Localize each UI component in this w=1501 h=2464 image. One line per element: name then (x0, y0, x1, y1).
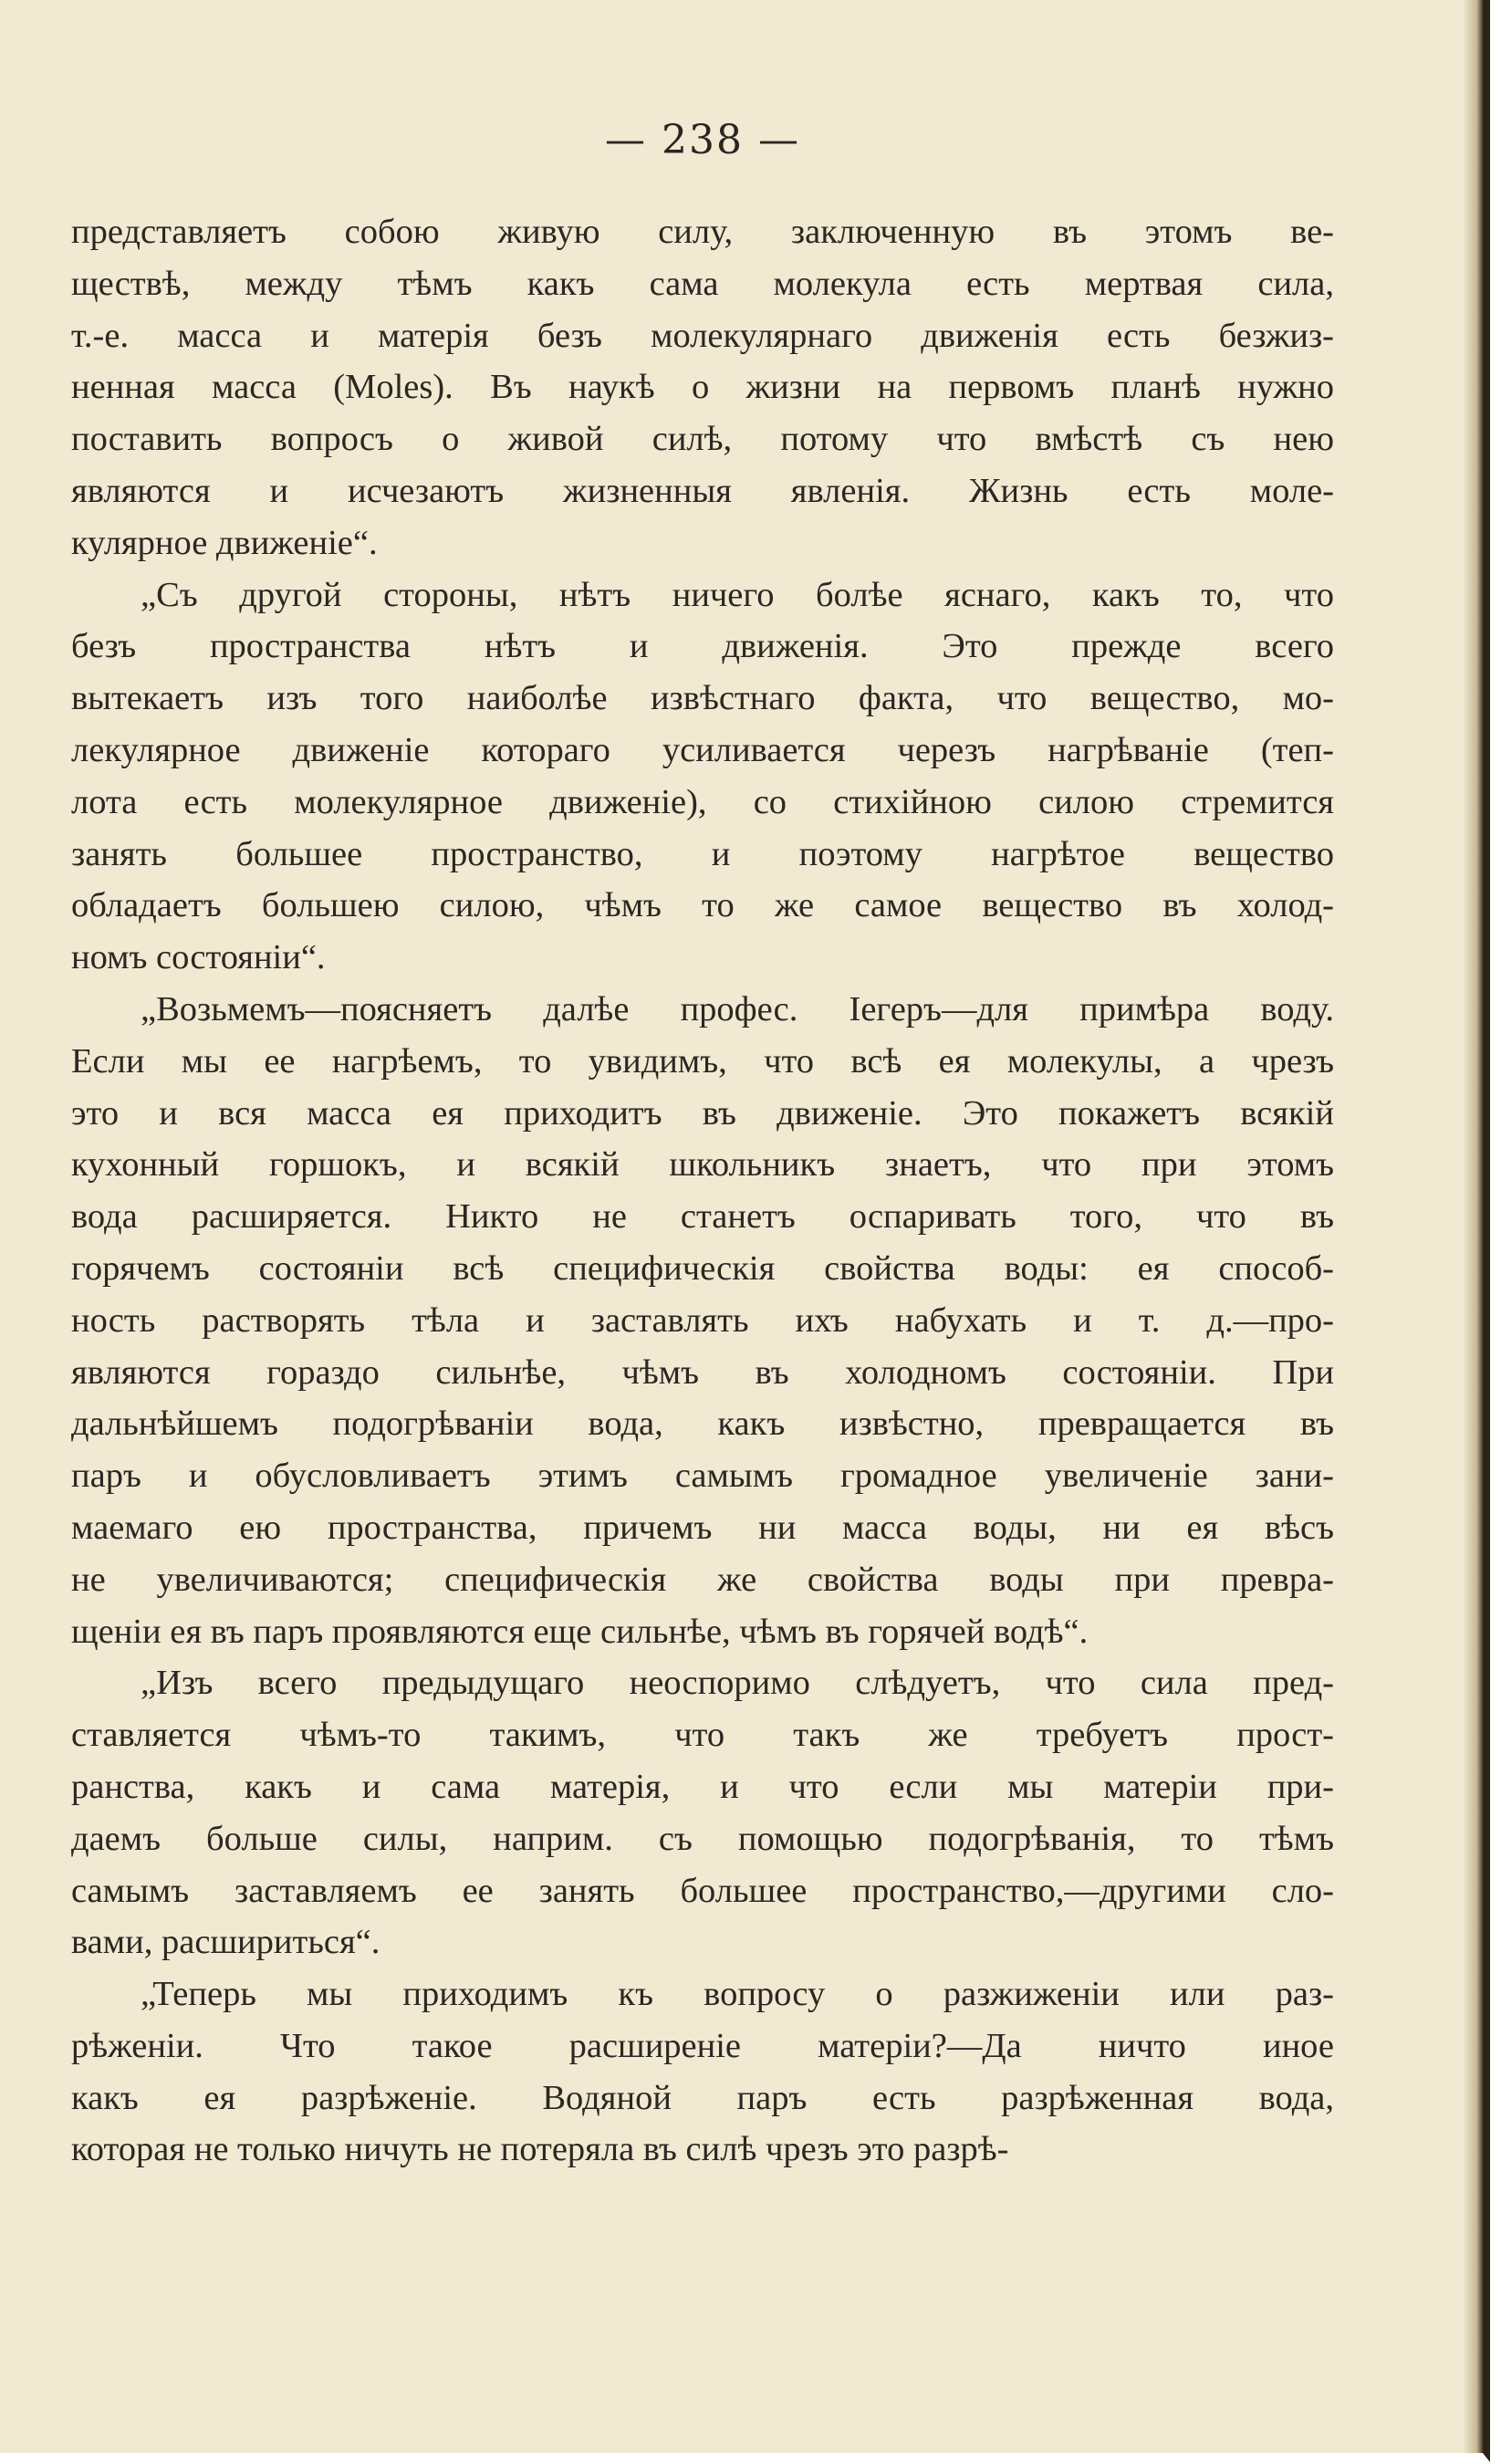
text-line: „Съ другой стороны, нѣтъ ничего болѣе яснаго, какъ то, что (141, 575, 1334, 614)
text-line: вытекаетъ изъ того наиболѣе извѣстнаго факта, что вещество, мо- (71, 679, 1334, 718)
text-line: которая не только ничуть не потеряла въ силѣ чрезъ это разрѣ- (71, 2130, 1009, 2169)
text-line: т.-е. масса и матерія безъ молекулярнаго движенія есть безжиз- (71, 316, 1334, 355)
text-line: являются и исчезаютъ жизненныя явленія. Жизнь есть моле- (71, 471, 1334, 510)
text-line: рѣженіи. Что такое расширеніе матеріи?—Да ничто иное (71, 2026, 1334, 2065)
paragraph (71, 1968, 1334, 2176)
page-number: — 238 — (605, 117, 800, 163)
text-line: кухонный горшокъ, и всякій школьникъ знаетъ, что при этомъ (71, 1145, 1334, 1185)
text-line: ществѣ, между тѣмъ какъ сама молекула есть мертвая сила, (71, 264, 1334, 303)
text-line: лекулярное движеніе котораго усиливается черезъ нагрѣваніе (теп- (71, 730, 1334, 769)
page-edge-shadow (1463, 0, 1483, 2453)
text-line: „Теперь мы приходимъ къ вопросу о разжиженіи или раз- (141, 1975, 1334, 2014)
text-line: ставляется чѣмъ-то такимъ, что такъ же требуетъ прост- (71, 1716, 1334, 1755)
text-line: щеніи ея въ паръ проявляются еще сильнѣе, чѣмъ въ горячей водѣ“. (71, 1612, 1089, 1651)
text-line: вами, расшириться“. (71, 1923, 380, 1962)
text-line: паръ и обусловливаетъ этимъ самымъ громадное увеличеніе зани- (71, 1456, 1334, 1496)
text-line: даемъ больше силы, наприм. съ помощью подогрѣванія, то тѣмъ (71, 1819, 1334, 1858)
text-line: какъ ея разрѣженіе. Водяной паръ есть разрѣженная вода, (71, 2078, 1334, 2117)
text-line: не увеличиваются; специфическія же свойства воды при превра- (71, 1560, 1334, 1599)
text-line: „Изъ всего предыдущаго неоспоримо слѣдуетъ, что сила пред- (141, 1664, 1334, 1703)
body-text (71, 206, 1334, 2176)
text-line: занять большее пространство, и поэтому нагрѣтое вещество (71, 834, 1334, 873)
text-line: вода расширяется. Никто не станетъ оспаривать того, что въ (71, 1197, 1334, 1237)
text-line: поставить вопросъ о живой силѣ, потому что вмѣстѣ съ нею (71, 420, 1334, 459)
paragraph (71, 569, 1334, 984)
text-line: представляетъ собою живую силу, заключенную въ этомъ ве- (71, 213, 1334, 251)
text-line: являются гораздо сильнѣе, чѣмъ въ холодномъ состояніи. При (71, 1352, 1334, 1392)
text-line: это и вся масса ея приходитъ въ движеніе. Это покажетъ всякій (71, 1093, 1334, 1133)
text-line: „Возьмемъ—поясняетъ далѣе профес. Іегеръ—для примѣра воду. (141, 989, 1334, 1028)
paragraph (71, 206, 1334, 569)
text-line: дальнѣйшемъ подогрѣваніи вода, какъ извѣстно, превращается въ (71, 1404, 1334, 1444)
text-line: безъ пространства нѣтъ и движенія. Это прежде всего (71, 627, 1334, 666)
text-line: лота есть молекулярное движеніе), со стихійною силою стремится (71, 782, 1334, 821)
text-line: ненная масса (Moles). Въ наукѣ о жизни на первомъ планѣ нужно (71, 368, 1334, 407)
text-line: горячемъ состояніи всѣ специфическія свойства воды: ея способ- (71, 1248, 1334, 1288)
text-line: кулярное движеніе“. (71, 523, 378, 562)
text-line: ранства, какъ и сама матерія, и что если мы матеріи при- (71, 1767, 1334, 1806)
text-line: ность растворять тѣла и заставлять ихъ набухать и т. д.—про- (71, 1300, 1334, 1340)
text-line: обладаетъ большею силою, чѣмъ то же самое вещество въ холод- (71, 886, 1334, 925)
text-line: номъ состояніи“. (71, 938, 326, 977)
text-line: Если мы ее нагрѣемъ, то увидимъ, что всѣ ея молекулы, а чрезъ (71, 1041, 1334, 1081)
text-line: маемаго ею пространства, причемъ ни масса воды, ни ея вѣсъ (71, 1508, 1334, 1547)
text-line: самымъ заставляемъ ее занять большее пространство,—другими сло- (71, 1871, 1334, 1910)
paragraph (71, 1657, 1334, 1968)
paragraph (71, 984, 1334, 1657)
